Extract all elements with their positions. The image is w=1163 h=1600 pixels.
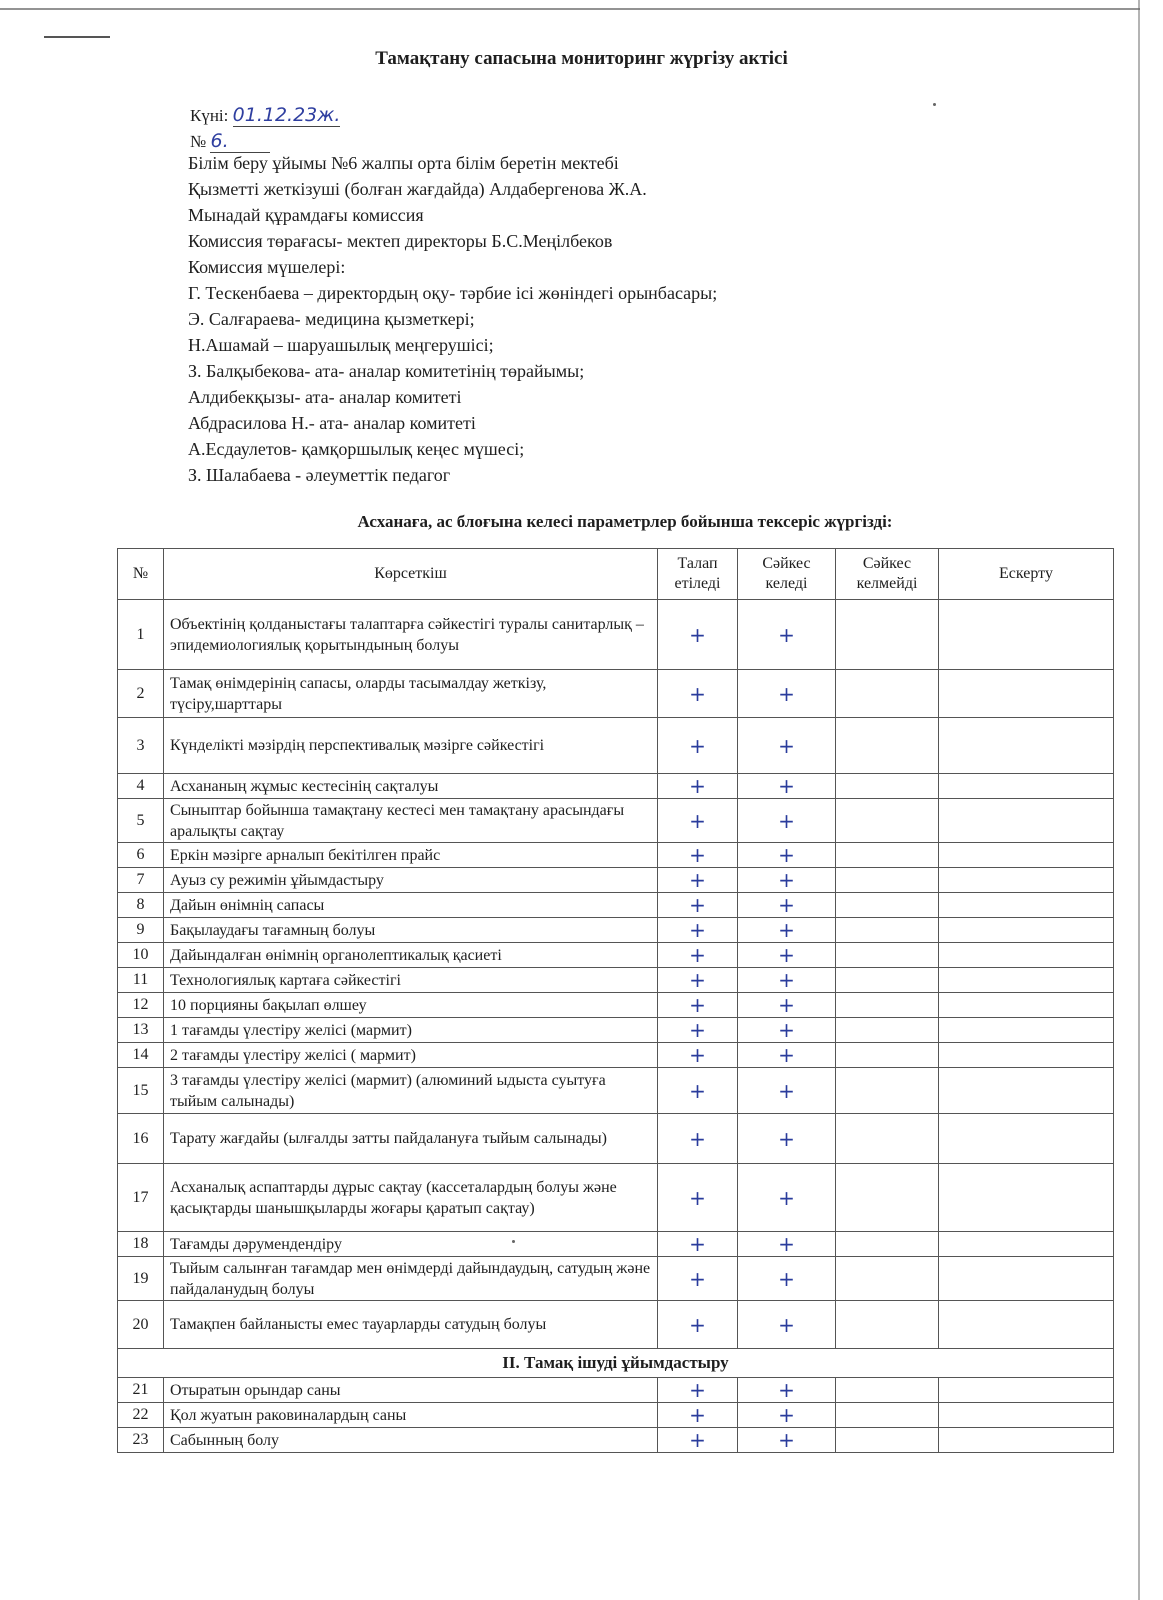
row-compliant-mark: + (738, 799, 836, 843)
commission-info (188, 150, 717, 488)
table-row (118, 918, 1114, 943)
row-noncompliant-mark (836, 918, 939, 943)
table-row (118, 1257, 1114, 1301)
row-note (939, 600, 1114, 670)
date-label: Күні: (190, 106, 229, 125)
row-number: 18 (118, 1232, 164, 1257)
table-row (118, 799, 1114, 843)
table-row (118, 1428, 1114, 1453)
row-compliant-mark: + (738, 1018, 836, 1043)
row-compliant-mark: + (738, 1043, 836, 1068)
row-note (939, 1018, 1114, 1043)
row-noncompliant-mark (836, 1428, 939, 1453)
row-number: 19 (118, 1257, 164, 1301)
row-indicator: Асханалық аспаптарды дұрыс сақтау (кассеталардың болуы және қасықтарды шанышқыларды жоғары қаратып сақтау) (164, 1164, 658, 1232)
row-required-mark: + (658, 968, 738, 993)
info-line: Комиссия төрағасы- мектеп директоры Б.С.Меңілбеков (188, 231, 613, 251)
row-compliant-mark: + (738, 918, 836, 943)
row-note (939, 1378, 1114, 1403)
table-row (118, 670, 1114, 718)
row-indicator: Тағамды дәрумендендіру (164, 1232, 658, 1257)
row-number: 8 (118, 893, 164, 918)
row-note (939, 868, 1114, 893)
scan-right-edge (1138, 0, 1140, 1600)
row-required-mark: + (658, 993, 738, 1018)
row-noncompliant-mark (836, 670, 939, 718)
table-row (118, 1068, 1114, 1114)
row-indicator: Қол жуатын раковиналардың саны (164, 1403, 658, 1428)
row-number: 17 (118, 1164, 164, 1232)
table-row (118, 1164, 1114, 1232)
row-required-mark: + (658, 774, 738, 799)
row-number: 10 (118, 943, 164, 968)
info-line: Қызметті жеткізуші (болған жағдайда) Алдабергенова Ж.А. (188, 179, 647, 199)
row-number: 13 (118, 1018, 164, 1043)
row-indicator: 2 тағамды үлестіру желісі ( мармит) (164, 1043, 658, 1068)
row-note (939, 893, 1114, 918)
table-row (118, 718, 1114, 774)
table-row (118, 1378, 1114, 1403)
row-noncompliant-mark (836, 868, 939, 893)
info-line: А.Есдаулетов- қамқоршылық кеңес мүшесі; (188, 439, 525, 459)
row-note (939, 1114, 1114, 1164)
row-compliant-mark: + (738, 993, 836, 1018)
row-note (939, 1043, 1114, 1068)
section-1-rows (118, 600, 1114, 1349)
row-note (939, 918, 1114, 943)
row-number: 2 (118, 670, 164, 718)
row-compliant-mark: + (738, 1068, 836, 1114)
row-compliant-mark: + (738, 1232, 836, 1257)
section-row (118, 1349, 1114, 1378)
table-row (118, 1018, 1114, 1043)
row-indicator: Объектінің қолданыстағы талаптарға сәйкестігі туралы санитарлық – эпидемиологиялық қорытындының болуы (164, 600, 658, 670)
table-header-row (118, 549, 1114, 600)
row-indicator: 10 порцияны бақылап өлшеу (164, 993, 658, 1018)
info-line: З. Шалабаева - әлеуметтік педагог (188, 465, 451, 485)
table-row (118, 893, 1114, 918)
row-note (939, 799, 1114, 843)
date-line (190, 104, 340, 127)
inspection-table (117, 548, 1114, 1453)
row-compliant-mark: + (738, 893, 836, 918)
scan-speck (933, 103, 936, 106)
row-noncompliant-mark (836, 1043, 939, 1068)
row-number: 22 (118, 1403, 164, 1428)
table-row (118, 1403, 1114, 1428)
row-indicator: 3 тағамды үлестіру желісі (мармит) (алюминий ыдыста суытуға тыйым салынады) (164, 1068, 658, 1114)
scan-mark (44, 36, 110, 38)
row-number: 20 (118, 1301, 164, 1349)
row-indicator: Тарату жағдайы (ылғалды затты пайдалануға тыйым салынады) (164, 1114, 658, 1164)
row-number: 15 (118, 1068, 164, 1114)
row-number: 11 (118, 968, 164, 993)
row-required-mark: + (658, 918, 738, 943)
info-line: З. Балқыбекова- ата- аналар комитетінің төрайымы; (188, 361, 585, 381)
row-note (939, 1301, 1114, 1349)
row-noncompliant-mark (836, 1301, 939, 1349)
row-noncompliant-mark (836, 993, 939, 1018)
col-header-indicator: Көрсеткіш (164, 549, 658, 600)
row-number: 7 (118, 868, 164, 893)
row-number: 9 (118, 918, 164, 943)
row-compliant-mark: + (738, 943, 836, 968)
row-compliant-mark: + (738, 774, 836, 799)
number-label: № (190, 132, 207, 151)
row-compliant-mark: + (738, 1403, 836, 1428)
row-required-mark: + (658, 718, 738, 774)
row-noncompliant-mark (836, 799, 939, 843)
row-required-mark: + (658, 1164, 738, 1232)
row-compliant-mark: + (738, 600, 836, 670)
row-noncompliant-mark (836, 774, 939, 799)
row-compliant-mark: + (738, 1164, 836, 1232)
row-indicator: Асхананың жұмыс кестесінің сақталуы (164, 774, 658, 799)
info-line: Алдибекқызы- ата- аналар комитеті (188, 387, 462, 407)
row-noncompliant-mark (836, 600, 939, 670)
row-note (939, 670, 1114, 718)
info-line: Комиссия мүшелері: (188, 257, 346, 277)
row-required-mark: + (658, 1114, 738, 1164)
info-line: Э. Салғараева- медицина қызметкері; (188, 309, 475, 329)
section-2-header (118, 1349, 1114, 1378)
row-note (939, 1068, 1114, 1114)
row-compliant-mark: + (738, 670, 836, 718)
row-noncompliant-mark (836, 968, 939, 993)
row-number: 5 (118, 799, 164, 843)
row-indicator: Сыныптар бойынша тамақтану кестесі мен тамақтану арасындағы аралықты сақтау (164, 799, 658, 843)
table-row (118, 1232, 1114, 1257)
table-row (118, 1301, 1114, 1349)
row-compliant-mark: + (738, 868, 836, 893)
row-note (939, 968, 1114, 993)
row-number: 12 (118, 993, 164, 1018)
row-required-mark: + (658, 1428, 738, 1453)
row-compliant-mark: + (738, 718, 836, 774)
col-header-note: Ескерту (939, 549, 1114, 600)
table-row (118, 943, 1114, 968)
row-note (939, 1257, 1114, 1301)
row-noncompliant-mark (836, 893, 939, 918)
row-required-mark: + (658, 1232, 738, 1257)
date-value: 01.12.23ж. (232, 104, 341, 126)
row-indicator: Дайындалған өнімнің органолептикалық қасиеті (164, 943, 658, 968)
row-compliant-mark: + (738, 1378, 836, 1403)
row-indicator: Күнделікті мәзірдің перспективалық мәзірге сәйкестігі (164, 718, 658, 774)
row-indicator: Еркін мәзірге арналып бекітілген прайс (164, 843, 658, 868)
row-number: 23 (118, 1428, 164, 1453)
row-indicator: Сабынның болу (164, 1428, 658, 1453)
row-note (939, 1428, 1114, 1453)
row-required-mark: + (658, 799, 738, 843)
row-compliant-mark: + (738, 843, 836, 868)
col-header-required: Талап етіледі (658, 549, 738, 600)
row-indicator: Ауыз су режимін ұйымдастыру (164, 868, 658, 893)
col-header-noncompliant: Сәйкес келмейді (836, 549, 939, 600)
row-indicator: Бақылаудағы тағамның болуы (164, 918, 658, 943)
row-noncompliant-mark (836, 1114, 939, 1164)
row-noncompliant-mark (836, 1164, 939, 1232)
row-compliant-mark: + (738, 1257, 836, 1301)
row-noncompliant-mark (836, 1018, 939, 1043)
table-row (118, 1114, 1114, 1164)
table-row (118, 868, 1114, 893)
row-required-mark: + (658, 1378, 738, 1403)
table-row (118, 993, 1114, 1018)
row-note (939, 1403, 1114, 1428)
info-line: Білім беру ұйымы №6 жалпы орта білім беретін мектебі (188, 153, 619, 173)
info-line: Мынадай құрамдағы комиссия (188, 205, 424, 225)
table-subtitle: Асханаға, ас блоғына келесі параметрлер бойынша тексеріс жүргізді: (357, 512, 893, 531)
row-noncompliant-mark (836, 943, 939, 968)
col-header-compliant: Сәйкес келеді (738, 549, 836, 600)
row-required-mark: + (658, 893, 738, 918)
info-line: Г. Тескенбаева – директордың оқу- тәрбие ісі жөніндегі орынбасары; (188, 283, 718, 303)
row-required-mark: + (658, 1068, 738, 1114)
row-indicator: Тыйым салынған тағамдар мен өнімдерді дайындаудың, сатудың және пайдаланудың болуы (164, 1257, 658, 1301)
row-number: 1 (118, 600, 164, 670)
row-noncompliant-mark (836, 1068, 939, 1114)
row-required-mark: + (658, 1257, 738, 1301)
row-indicator: Дайын өнімнің сапасы (164, 893, 658, 918)
info-line: Абдрасилова Н.- ата- аналар комитеті (188, 413, 476, 433)
row-compliant-mark: + (738, 968, 836, 993)
row-noncompliant-mark (836, 1403, 939, 1428)
row-required-mark: + (658, 1301, 738, 1349)
info-line: Н.Ашамай – шаруашылық меңгерушісі; (188, 335, 494, 355)
table-row (118, 1043, 1114, 1068)
row-required-mark: + (658, 1018, 738, 1043)
row-required-mark: + (658, 1403, 738, 1428)
row-compliant-mark: + (738, 1301, 836, 1349)
row-note (939, 1164, 1114, 1232)
row-number: 3 (118, 718, 164, 774)
row-noncompliant-mark (836, 1257, 939, 1301)
row-note (939, 1232, 1114, 1257)
row-number: 4 (118, 774, 164, 799)
row-compliant-mark: + (738, 1428, 836, 1453)
col-header-num: № (118, 549, 164, 600)
table-row (118, 843, 1114, 868)
table-row (118, 600, 1114, 670)
row-indicator: 1 тағамды үлестіру желісі (мармит) (164, 1018, 658, 1043)
row-noncompliant-mark (836, 1378, 939, 1403)
document-title: Тамақтану сапасына мониторинг жүргізу актісі (375, 48, 788, 69)
row-required-mark: + (658, 600, 738, 670)
row-noncompliant-mark (836, 718, 939, 774)
row-indicator: Отыратын орындар саны (164, 1378, 658, 1403)
row-note (939, 843, 1114, 868)
row-indicator: Тамақпен байланысты емес тауарларды сатудың болуы (164, 1301, 658, 1349)
row-indicator: Тамақ өнімдерінің сапасы, оларды тасымалдау жеткізу, түсіру,шарттары (164, 670, 658, 718)
row-note (939, 943, 1114, 968)
row-required-mark: + (658, 843, 738, 868)
section-title: ІІ. Тамақ ішуді ұйымдастыру (118, 1349, 1114, 1378)
row-note (939, 718, 1114, 774)
section-2-rows (118, 1378, 1114, 1453)
row-required-mark: + (658, 868, 738, 893)
row-note (939, 774, 1114, 799)
table-row (118, 774, 1114, 799)
row-number: 16 (118, 1114, 164, 1164)
row-required-mark: + (658, 1043, 738, 1068)
row-number: 14 (118, 1043, 164, 1068)
row-note (939, 993, 1114, 1018)
scan-speck (512, 1240, 515, 1243)
row-required-mark: + (658, 943, 738, 968)
row-noncompliant-mark (836, 843, 939, 868)
row-required-mark: + (658, 670, 738, 718)
row-compliant-mark: + (738, 1114, 836, 1164)
row-noncompliant-mark (836, 1232, 939, 1257)
scan-top-edge (0, 8, 1140, 10)
row-indicator: Технологиялық картаға сәйкестігі (164, 968, 658, 993)
table-row (118, 968, 1114, 993)
row-number: 6 (118, 843, 164, 868)
row-number: 21 (118, 1378, 164, 1403)
number-value: 6. (210, 130, 270, 153)
